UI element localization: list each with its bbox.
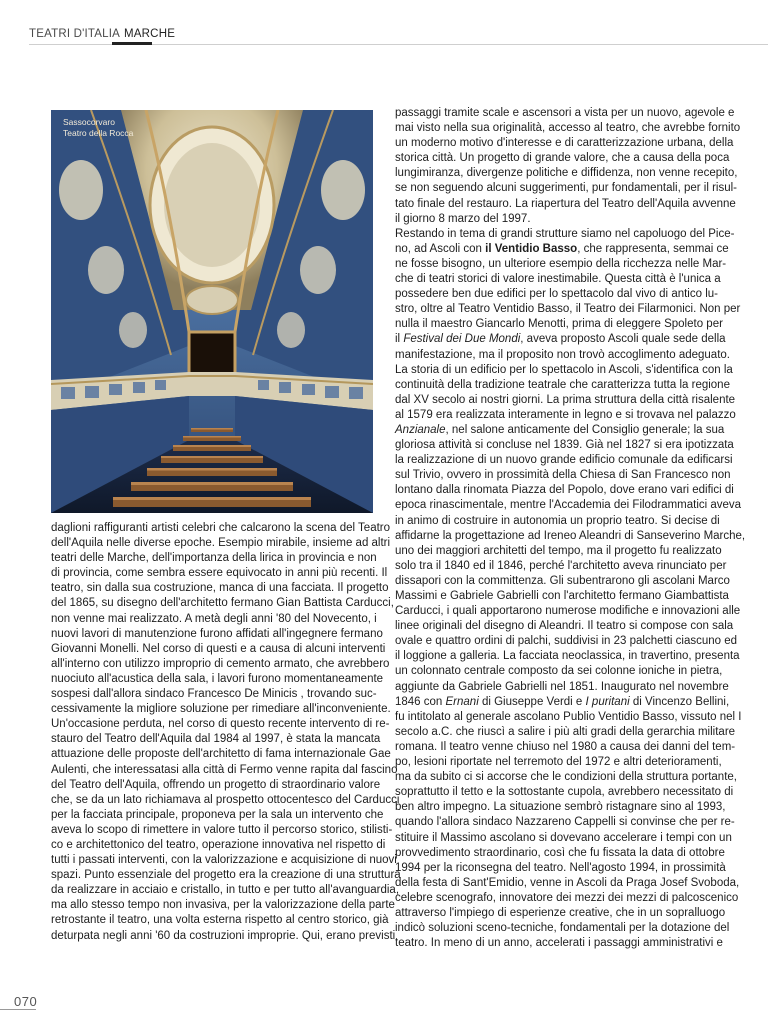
caption-place: Sassocorvaro	[63, 117, 115, 127]
text-line: passaggi tramite scale e ascensori a vista per un nuovo, agevole e	[395, 107, 735, 119]
text-line: 1994 per la riconsegna del teatro. Nell'agosto 1994, in prossimità	[395, 861, 726, 874]
text-line: lungimiranza, divergenze politiche e diffidenza, non venne recepito,	[395, 167, 738, 180]
text-run: , che rappresenta, semmai ce	[577, 242, 729, 255]
text-line: Giovanni Monelli. Nel corso di questi e a causa di alcuni interventi	[51, 642, 386, 655]
header-region-underline	[112, 42, 152, 45]
text-line	[395, 242, 729, 257]
text-line: stituire il Massimo ascolano si dovevano accelerare i tempi con un	[395, 831, 732, 844]
text-line: continuità della tradizione teatrale che caratterizza tutta la regione	[395, 378, 730, 391]
header-region: MARCHE	[124, 28, 176, 40]
theatre-photo	[51, 110, 373, 513]
text-run: il	[395, 333, 404, 346]
page-number: 070	[14, 994, 38, 1009]
text-line: dal XV secolo ai nostri giorni. La prima struttura della città risalente	[395, 393, 736, 406]
text-line: romana. Il teatro venne chiuso nel 1980 a causa dei danni del tem-	[395, 740, 736, 753]
text-line: manifestazione, ma il proposito non trovò accoglimento adeguato.	[395, 348, 730, 361]
theatre-name-bold: il Ventidio Basso	[485, 242, 578, 255]
text-line: aggiunte da Gabriele Gabrielli nel 1851. Inaugurato nel novembre	[395, 680, 729, 693]
text-line: sospesi dall'allora sindaco Francesco De Minicis , trovando suc-	[51, 688, 377, 701]
text-line: Restando in tema di grandi strutture siamo nel capoluogo del Pice-	[395, 227, 735, 240]
text-line: il giorno 8 marzo del 1997.	[395, 212, 531, 225]
text-line: dissapori con la committenza. Gli subentrarono gli ascolani Marco	[395, 574, 730, 587]
right-column-text	[395, 106, 746, 951]
text-line: ma da subito ci si accorse che le condizioni della struttura portante,	[395, 771, 737, 784]
text-line: solo tra il 1840 ed il 1846, perché l'architetto aveva rinunciato per	[395, 559, 727, 572]
text-line: ovale e quattro ordini di palchi, suddivisi in 23 palchetti ciascuno ed	[395, 635, 738, 648]
text-line: che di teatri storici di valore inestimabile. Questa città è l'unica a	[395, 273, 721, 286]
text-line: possedere ben due edifici per lo spettacolo dal vivo di antico lu-	[395, 288, 718, 301]
text-line: sul Trivio, ovvero in prossimità della Chiesa di San Francesco non	[395, 469, 731, 482]
text-line: daglioni raffiguranti artisti celebri che calcarono la scena del Teatro	[51, 522, 391, 534]
caption-theatre: Teatro della Rocca	[63, 127, 134, 138]
running-header	[29, 28, 175, 40]
text-line: Un'occasione perduta, nel corso di questo recente intervento di re-	[51, 718, 390, 731]
text-line	[395, 332, 726, 347]
text-run: di Vincenzo Bellini,	[629, 695, 730, 708]
text-line: da realizzare in acciaio e cristallo, in tutto e per tutto all'avanguardia,	[51, 884, 400, 897]
text-line	[395, 695, 730, 710]
text-line: soprattutto il tetto e la sottostante cupola, avrebbero necessitato di	[395, 786, 734, 799]
text-line: nuovi lavori di manutenzione furono affidati all'ingegnere fermano	[51, 627, 383, 640]
text-line: di provincia, come sembra essere equivocato in anni più recenti. Il	[51, 567, 388, 580]
festival-name-italic: Festival dei Due Mondi	[403, 333, 521, 346]
text-line: il loggione a galleria. La facciata neoclassica, in travertino, presenta	[395, 650, 740, 663]
text-line: tato finale del restauro. La riapertura del Teatro dell'Aquila avvenne	[395, 197, 736, 210]
text-line: all'interno con utilizzo improprio di cemento armato, che avrebbero	[51, 657, 390, 670]
palazzo-name-italic: Anzianale	[395, 423, 446, 436]
text-line: La storia di un edificio per lo spettacolo in Ascoli, s'identifica con la	[395, 363, 733, 376]
text-line: provvedimento straordinario, così che fu fissata la data di ottobre	[395, 846, 725, 859]
text-line: del Teatro dell'Aquila, offrendo un progetto di straordinario valore	[51, 778, 381, 791]
text-line: indicò soluzioni sceno-tecniche, fondamentali per la dotazione del	[395, 922, 730, 935]
text-run: 1846 con	[395, 695, 446, 708]
text-line: del 1865, su disegno dell'architetto fermano Gian Battista Carducci,	[51, 597, 394, 610]
text-run: di Giuseppe Verdi e	[478, 695, 586, 708]
text-line: linee originali del disegno di Aleandri. Il teatro si compose con sala	[395, 620, 734, 633]
text-line: per la facciata principale, proponeva per la sala un intervento che	[51, 808, 384, 821]
text-run: , nel salone anticamente del Consiglio generale; la sua	[445, 423, 725, 436]
text-run: no, ad Ascoli con	[395, 242, 486, 255]
text-line: cessivamente la migliore soluzione per rimediare all'inconveniente.	[51, 703, 391, 716]
text-line: la realizzazione di un nuovo grande edificio comunale da edificarsi	[395, 454, 733, 467]
text-line: aveva lo scopo di rimettere in valore tutto il percorso storico, stilisti-	[51, 823, 393, 836]
text-line: affidarne la progettazione ad Ireneo Aleandri di Sanseverino Marche,	[395, 529, 746, 542]
text-line: attuazione delle proposte dell'architetto di fama internazionale Gae	[51, 748, 391, 761]
text-line: stro, oltre al Teatro Ventidio Basso, il Teatro dei Filarmonici. Non per	[395, 303, 741, 316]
text-line: se non seguendo alcuni suggerimenti, pur fondamentali, per il risul-	[395, 182, 738, 195]
text-line: un moderno motivo d'interesse e di caratterizzazione urbana, della	[395, 137, 734, 150]
text-line: Carducci, i quali apportarono numerose modifiche e innovazioni alle	[395, 605, 741, 618]
text-line: teatro, sin dalla sua costruzione, manca di una facciata. Il progetto	[51, 582, 389, 595]
text-run: , aveva proposto Ascoli quale sede della	[520, 333, 726, 346]
text-line: in animo di costruire in autonomia un proprio teatro. Si decise di	[395, 514, 720, 527]
text-line: Massimi e Gabriele Gabrielli con l'architetto fermano Giambattista	[395, 590, 729, 602]
left-column-text	[51, 521, 401, 944]
text-line: epoca rinascimentale, mentre l'Accademia dei Filodrammatici aveva	[395, 499, 742, 512]
page-number-rule	[0, 1009, 36, 1010]
text-line: gloriosa attività si concluse nel 1839. Già nel 1827 si era ipotizzata	[395, 439, 734, 452]
text-line: tutti i passati interventi, con la valorizzazione e acquisizione di nuovi	[51, 854, 397, 867]
text-line: nulla il maestro Giancarlo Menotti, prima di eleggere Spoleto per	[395, 318, 723, 331]
text-line: deturpata negli anni '60 da costruzioni improprie. Qui, erano previsti	[51, 929, 396, 942]
text-line: uno dei maggiori architetti del tempo, ma il progetto fu realizzato	[395, 544, 722, 557]
text-line: Aulenti, che interessatasi alla città di Fermo venne rapita dal fascino	[51, 763, 398, 776]
opera-title-italic: Ernani	[445, 695, 479, 708]
text-line: ne fosse bisogno, un ulteriore esempio della ricchezza nelle Mar-	[395, 257, 727, 270]
text-line: nuociuto all'acustica della sala, i lavori furono momentaneamente	[51, 672, 384, 685]
opera-title-italic: I puritani	[585, 695, 630, 708]
text-line: della festa di Sant'Emidio, venne in Ascoli da Praga Josef Svoboda,	[395, 876, 740, 889]
text-line: lontano dalla rinomata Piazza del Popolo, dove erano vari edifici di	[395, 484, 734, 497]
text-line: quando l'allora sindaco Nazzareno Cappelli si convinse che per re-	[395, 816, 735, 829]
text-line: spazi. Punto essenziale del progetto era la creazione di una struttura	[51, 869, 401, 882]
text-line: fu intitolato al generale ascolano Publio Ventidio Basso, vissuto nel I	[395, 710, 742, 723]
text-line: po, lesioni riportate nel terremoto del 1972 e altri deterioramenti,	[395, 756, 722, 769]
text-line: che, se da un lato richiamava al prospetto ottocentesco del Carducci	[51, 793, 400, 806]
text-line	[395, 423, 725, 438]
photo-caption	[63, 117, 133, 138]
text-line: celebre scenografo, innovatore dei mezzi dei mezzi di palcoscenico	[395, 891, 739, 904]
theatre-interior-illustration	[51, 110, 373, 513]
text-line: secolo a.C. che riuscì a salire i più alti gradi della gerarchia militare	[395, 725, 736, 738]
text-line: co e architettonico del teatro, operazione innovativa nel rispetto di	[51, 838, 386, 851]
text-line: teatri delle Marche, dell'importanza della lirica in provincia e non	[51, 552, 377, 565]
text-line: al 1579 era realizzata interamente in legno e si trovava nel palazzo	[395, 408, 736, 421]
text-line: retrostante il teatro, una volta esterna rispetto al centro storico, già	[51, 914, 389, 927]
text-line: stauro del Teatro dell'Aquila dal 1984 al 1997, è stata la mancata	[51, 733, 381, 746]
text-line: dell'Aquila nelle diverse epoche. Esempio mirabile, insieme ad altri	[51, 537, 391, 550]
text-line: un colonnato centrale composto da sei colonne ioniche in pietra,	[395, 665, 723, 678]
text-line: storica città. Un progetto di grande valore, che a causa della poca	[395, 152, 730, 165]
text-line: mai visto nella sua originalità, accesso al teatro, che avrebbe fornito	[395, 122, 741, 135]
text-line: non venne mai realizzato. A metà degli anni '80 del Novecento, i	[51, 612, 377, 625]
header-section: TEATRI D'ITALIA	[29, 28, 121, 40]
text-line: attraverso l'impiego di esperienze creative, che in un sopralluogo	[395, 906, 726, 919]
text-line: teatro. In meno di un anno, accelerati i passaggi amministrativi e	[395, 937, 723, 950]
text-line: ben altro impegno. La situazione sembrò ristagnare sino al 1993,	[395, 801, 726, 814]
text-line: ma allo stesso tempo non invasiva, per la valorizzazione della parte	[51, 899, 395, 912]
